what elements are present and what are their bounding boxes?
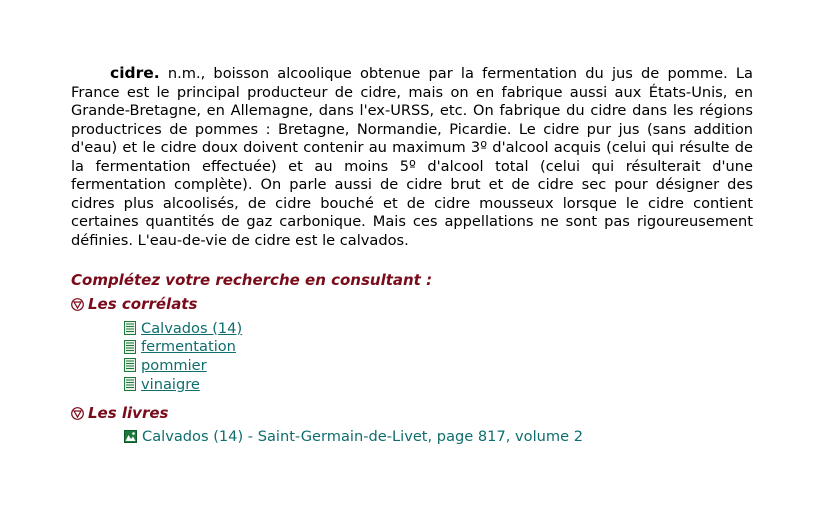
- headword: cidre.: [110, 64, 160, 82]
- list-item: [124, 319, 242, 338]
- livre-link-calvados[interactable]: Calvados (14) - Saint-Germain-de-Livet, page 817, volume 2: [142, 428, 584, 445]
- correlat-link-calvados[interactable]: Calvados (14): [141, 319, 243, 337]
- correlats-title: Les corrélats: [88, 295, 198, 313]
- list-item: [124, 375, 242, 394]
- triangle-icon: [71, 407, 84, 420]
- article-body: n.m., boisson alcoolique obtenue par la fermentation du jus de pomme. La France est le principal producteur de cidre, mais on en fabrique aussi aux États-Unis, en Grande-Bretagne, en Allemagne, dans l'ex-URSS, etc. On fabrique du cidre dans les régions productrices de pommes : Bretagne, Normandie, Picardie. Le cidre pur jus (sans addition d'eau) et le cidre doux doivent contenir au maximum 3º d'alcool acquis (celui qui résulte de la fermentation effectuée) et au moins 5º d'alcool total (celui qui résulterait d'une fermentation complète). On parle aussi de cidre brut et de cidre sec pour désigner des cidres plus alcoolisés, de cidre bouché et de cidre mousseux lorsque le cidre contient certaines quantités de gaz carbonique. Mais ces appellations ne sont pas rigoureusement définies. L'eau-de-vie de cidre est le calvados.: [71, 65, 753, 249]
- correlats-heading: [71, 295, 197, 313]
- document-icon: [124, 321, 136, 335]
- correlat-link-fermentation[interactable]: fermentation: [141, 338, 236, 356]
- list-item: [124, 356, 242, 375]
- list-item: [124, 428, 583, 445]
- correlats-list: [124, 319, 242, 393]
- document-icon: [124, 340, 136, 354]
- livres-title: Les livres: [88, 404, 169, 422]
- image-icon: [124, 430, 137, 443]
- research-heading: Complétez votre recherche en consultant :: [71, 271, 433, 289]
- correlat-link-vinaigre[interactable]: vinaigre: [141, 375, 200, 393]
- list-item: [124, 338, 242, 357]
- document-icon: [124, 377, 136, 391]
- livres-heading: [71, 404, 168, 422]
- triangle-icon: [71, 298, 84, 311]
- correlat-link-pommier[interactable]: pommier: [141, 356, 207, 374]
- article-text: [71, 64, 753, 250]
- document-icon: [124, 358, 136, 372]
